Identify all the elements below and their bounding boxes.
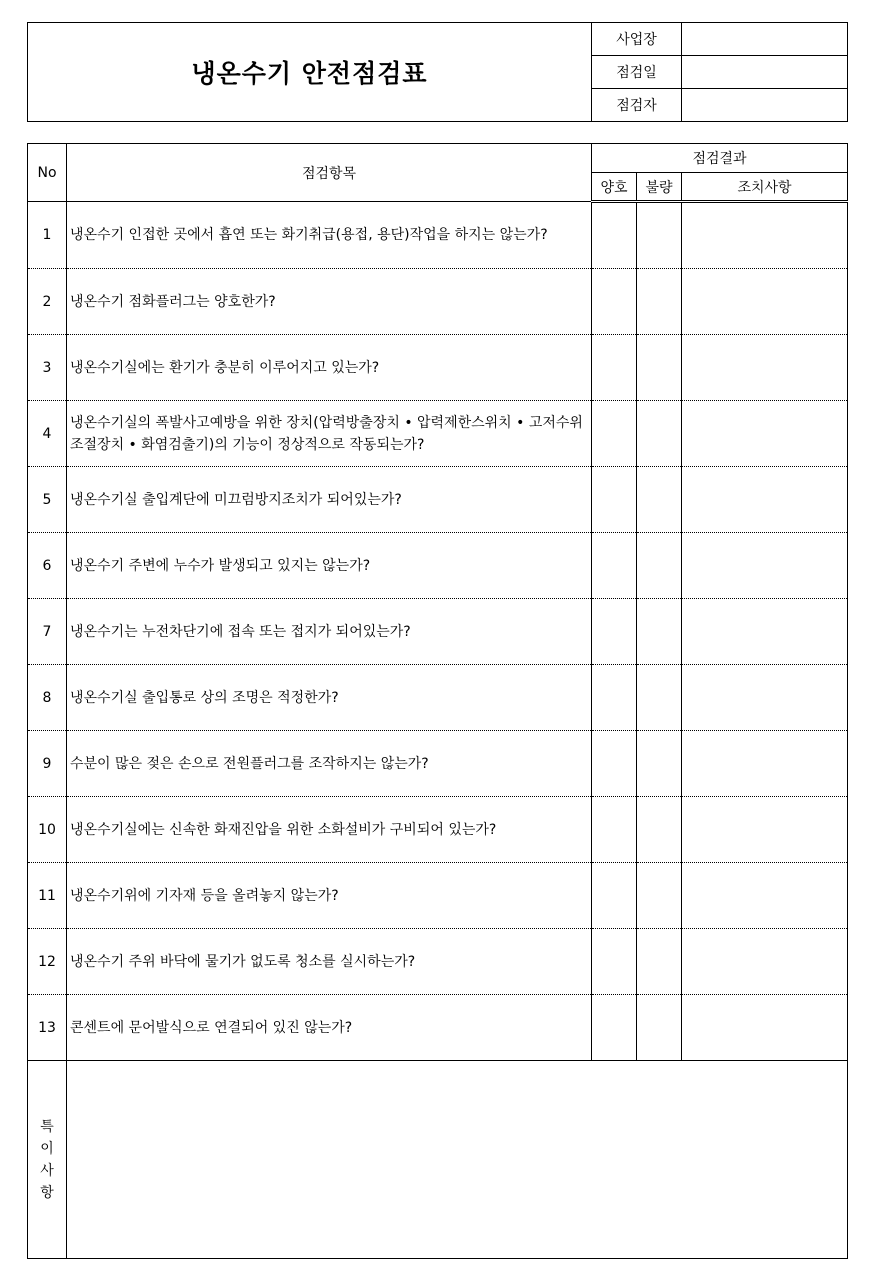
bad-cell[interactable] — [637, 797, 682, 863]
item-number: 1 — [28, 202, 67, 269]
column-header-no: No — [28, 144, 67, 202]
notes-field[interactable] — [67, 1061, 848, 1259]
inspector-field[interactable] — [682, 89, 848, 122]
checklist-row — [28, 202, 848, 269]
good-cell[interactable] — [592, 467, 637, 533]
checklist-row — [28, 401, 848, 467]
workplace-label: 사업장 — [592, 23, 682, 56]
column-header-result: 점검결과 — [592, 144, 848, 173]
inspector-label: 점검자 — [592, 89, 682, 122]
notes-label-char: 사 — [40, 1162, 54, 1179]
action-cell[interactable] — [682, 731, 848, 797]
action-cell[interactable] — [682, 599, 848, 665]
item-question: 냉온수기실에는 환기가 충분히 이루어지고 있는가? — [67, 335, 592, 401]
action-cell[interactable] — [682, 533, 848, 599]
action-cell[interactable] — [682, 269, 848, 335]
item-question: 냉온수기실 출입통로 상의 조명은 적정한가? — [67, 665, 592, 731]
bad-cell[interactable] — [637, 202, 682, 269]
action-cell[interactable] — [682, 202, 848, 269]
header-table — [27, 22, 848, 122]
notes-label — [28, 1061, 67, 1259]
item-number: 12 — [28, 929, 67, 995]
item-question: 콘센트에 문어발식으로 연결되어 있진 않는가? — [67, 995, 592, 1061]
notes-label-char: 항 — [40, 1184, 54, 1201]
column-header-item: 점검항목 — [67, 144, 592, 202]
action-cell[interactable] — [682, 467, 848, 533]
action-cell[interactable] — [682, 335, 848, 401]
item-question: 냉온수기실의 폭발사고예방을 위한 장치(압력방출장치 • 압력제한스위치 • 고저수위조절장치 • 화염검출기)의 기능이 정상적으로 작동되는가? — [67, 401, 592, 467]
good-cell[interactable] — [592, 335, 637, 401]
checklist-row — [28, 269, 848, 335]
checklist-row — [28, 995, 848, 1061]
bad-cell[interactable] — [637, 401, 682, 467]
workplace-field[interactable] — [682, 23, 848, 56]
page-title: 냉온수기 안전점검표 — [28, 23, 592, 122]
item-question: 냉온수기위에 기자재 등을 올려놓지 않는가? — [67, 863, 592, 929]
item-number: 10 — [28, 797, 67, 863]
column-header-bad: 불량 — [637, 173, 682, 202]
good-cell[interactable] — [592, 731, 637, 797]
checklist-row — [28, 665, 848, 731]
bad-cell[interactable] — [637, 863, 682, 929]
action-cell[interactable] — [682, 995, 848, 1061]
checklist-row — [28, 863, 848, 929]
good-cell[interactable] — [592, 401, 637, 467]
action-cell[interactable] — [682, 665, 848, 731]
item-number: 4 — [28, 401, 67, 467]
item-number: 6 — [28, 533, 67, 599]
inspection-date-field[interactable] — [682, 56, 848, 89]
item-question: 냉온수기실에는 신속한 화재진압을 위한 소화설비가 구비되어 있는가? — [67, 797, 592, 863]
notes-label-char: 특 — [40, 1118, 54, 1135]
item-number: 7 — [28, 599, 67, 665]
inspection-date-label: 점검일 — [592, 56, 682, 89]
bad-cell[interactable] — [637, 665, 682, 731]
good-cell[interactable] — [592, 863, 637, 929]
item-number: 9 — [28, 731, 67, 797]
action-cell[interactable] — [682, 401, 848, 467]
bad-cell[interactable] — [637, 599, 682, 665]
good-cell[interactable] — [592, 929, 637, 995]
checklist-row — [28, 599, 848, 665]
good-cell[interactable] — [592, 797, 637, 863]
item-question: 냉온수기실 출입계단에 미끄럼방지조치가 되어있는가? — [67, 467, 592, 533]
good-cell[interactable] — [592, 995, 637, 1061]
item-number: 11 — [28, 863, 67, 929]
column-header-action: 조치사항 — [682, 173, 848, 202]
bad-cell[interactable] — [637, 731, 682, 797]
item-question: 수분이 많은 젖은 손으로 전원플러그를 조작하지는 않는가? — [67, 731, 592, 797]
good-cell[interactable] — [592, 269, 637, 335]
good-cell[interactable] — [592, 533, 637, 599]
action-cell[interactable] — [682, 797, 848, 863]
item-question: 냉온수기 인접한 곳에서 흡연 또는 화기취급(용접, 용단)작업을 하지는 않는가? — [67, 202, 592, 269]
bad-cell[interactable] — [637, 335, 682, 401]
item-question: 냉온수기 주변에 누수가 발생되고 있지는 않는가? — [67, 533, 592, 599]
bad-cell[interactable] — [637, 995, 682, 1061]
action-cell[interactable] — [682, 863, 848, 929]
item-question: 냉온수기는 누전차단기에 접속 또는 접지가 되어있는가? — [67, 599, 592, 665]
item-question: 냉온수기 점화플러그는 양호한가? — [67, 269, 592, 335]
good-cell[interactable] — [592, 665, 637, 731]
checklist-row — [28, 797, 848, 863]
bad-cell[interactable] — [637, 269, 682, 335]
item-question: 냉온수기 주위 바닥에 물기가 없도록 청소를 실시하는가? — [67, 929, 592, 995]
bad-cell[interactable] — [637, 467, 682, 533]
item-number: 2 — [28, 269, 67, 335]
checklist-row — [28, 467, 848, 533]
checklist-table — [27, 143, 848, 1259]
item-number: 8 — [28, 665, 67, 731]
column-header-good: 양호 — [592, 173, 637, 202]
good-cell[interactable] — [592, 599, 637, 665]
bad-cell[interactable] — [637, 929, 682, 995]
item-number: 13 — [28, 995, 67, 1061]
notes-row — [28, 1061, 848, 1259]
checklist-row — [28, 929, 848, 995]
notes-label-char: 이 — [40, 1140, 54, 1157]
item-number: 5 — [28, 467, 67, 533]
item-number: 3 — [28, 335, 67, 401]
checklist-row — [28, 731, 848, 797]
bad-cell[interactable] — [637, 533, 682, 599]
checklist-row — [28, 335, 848, 401]
checklist-row — [28, 533, 848, 599]
action-cell[interactable] — [682, 929, 848, 995]
good-cell[interactable] — [592, 202, 637, 269]
